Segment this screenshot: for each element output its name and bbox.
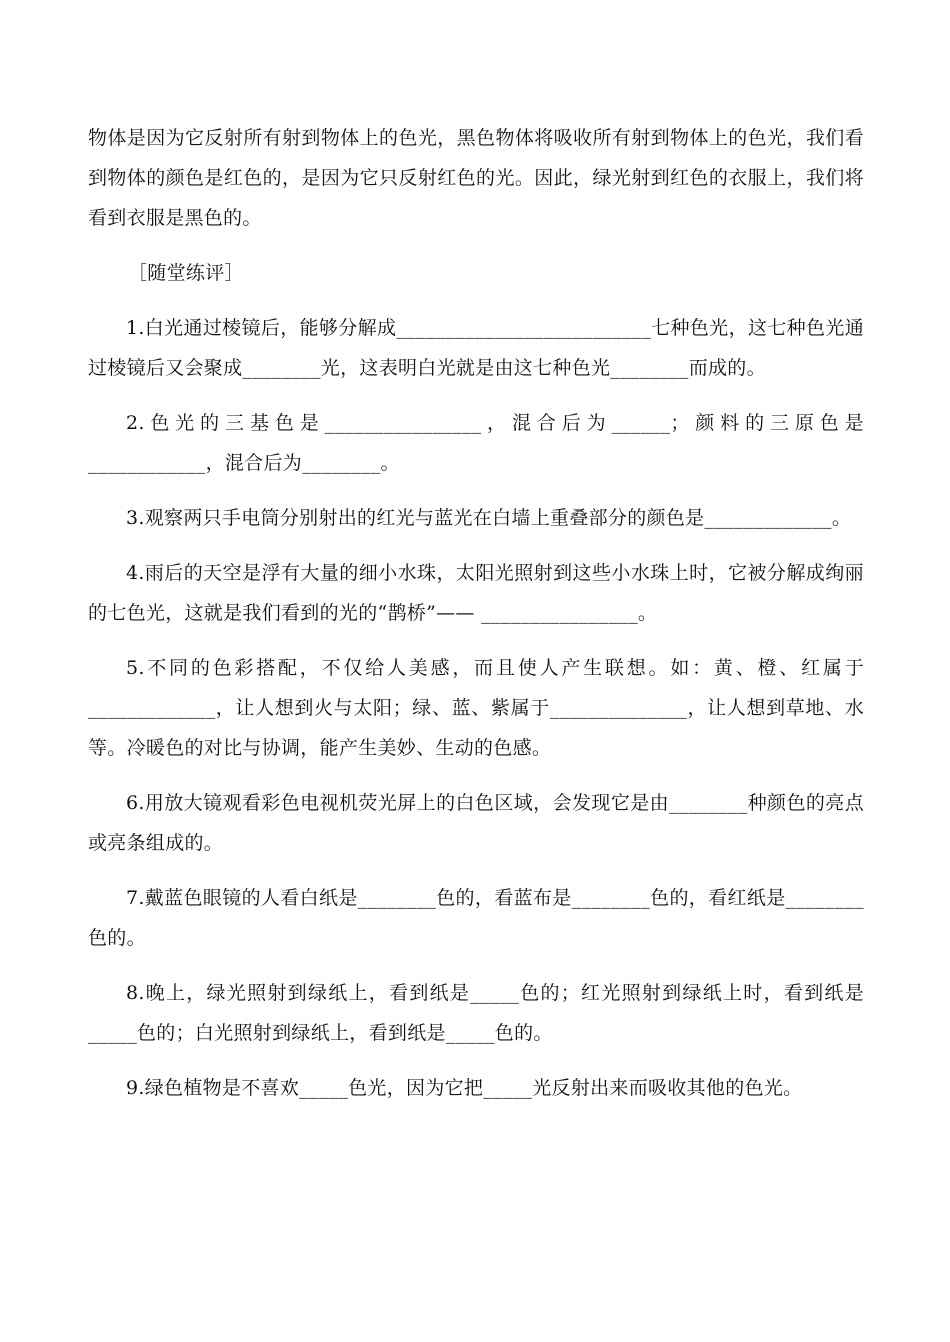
intro-paragraph: 物体是因为它反射所有射到物体上的色光，黑色物体将吸收所有射到物体上的色光，我们看到物体的颜色是红色的，是因为它只反射红色的光。因此，绿光射到红色的衣服上，我们将看到衣服是黑色的。 bbox=[88, 127, 864, 229]
section-title: ［随堂练评］ bbox=[128, 262, 244, 284]
question-7: 7.戴蓝色眼镜的人看白纸是________色的，看蓝布是________色的，看红纸是________色的。 bbox=[88, 887, 864, 949]
question-8: 8.晚上，绿光照射到绿纸上，看到纸是_____色的；红光照射到绿纸上时，看到纸是_____色的；白光照射到绿纸上，看到纸是_____色的。 bbox=[88, 982, 864, 1044]
question-3: 3.观察两只手电筒分别射出的红光与蓝光在白墙上重叠部分的颜色是_____________。 bbox=[126, 507, 852, 529]
question-1: 1.白光通过棱镜后，能够分解成__________________________七种色光，这七种色光通过棱镜后又会聚成________光，这表明白光就是由这七种色光________而成的。 bbox=[88, 317, 864, 379]
question-9: 9.绿色植物是不喜欢_____色光，因为它把_____光反射出来而吸收其他的色光。 bbox=[126, 1077, 803, 1099]
question-5: 5.不同的色彩搭配，不仅给人美感，而且使人产生联想。如：黄、橙、红属于_____________，让人想到火与太阳；绿、蓝、紫属于______________，让人想到草地、水等。冷暖色的对比与协调，能产生美妙、生动的色感。 bbox=[88, 657, 864, 759]
question-6: 6.用放大镜观看彩色电视机荧光屏上的白色区域，会发现它是由________种颜色的亮点或亮条组成的。 bbox=[88, 792, 864, 854]
question-2: 2.色光的三基色是________________，混合后为______；颜料的三原色是____________，混合后为________。 bbox=[88, 412, 864, 474]
document-page bbox=[88, 118, 864, 1108]
question-4: 4.雨后的天空是浮有大量的细小水珠，太阳光照射到这些小水珠上时，它被分解成绚丽的七色光，这就是我们看到的光的“鹊桥”—— ________________。 bbox=[88, 562, 864, 624]
